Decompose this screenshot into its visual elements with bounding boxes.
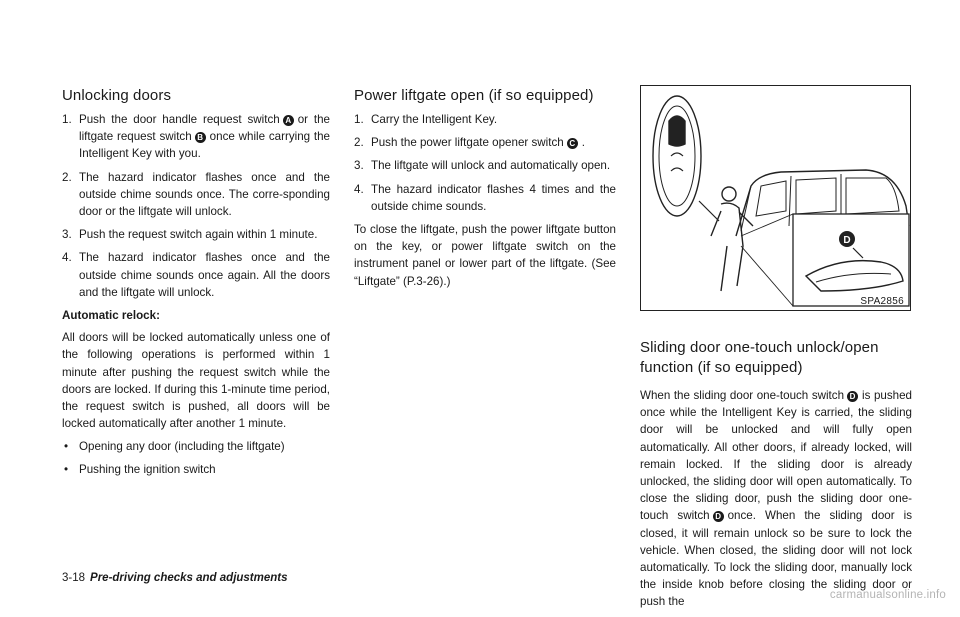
step-item bbox=[62, 169, 330, 221]
liftgate-close-paragraph: To close the liftgate, push the power liftgate button on the key, or power liftgate switch on the instrument panel or lower part of the liftgate. (See “Liftgate” (P.3-26).) bbox=[354, 223, 616, 288]
callout-badge-d: D bbox=[713, 511, 724, 522]
figure-code: SPA2856 bbox=[860, 296, 904, 307]
handle-detail-box bbox=[793, 214, 909, 306]
step-text: once while carrying the Intelligent Key with you. bbox=[79, 130, 331, 161]
paragraph-text: once. When the sliding door is closed, it will remain unlock so be sure to lock the vehicle. When closed, the sliding door will not lock automatically. To lock the sliding door, manually lock the inside knob before closing the sliding door or push the bbox=[640, 509, 912, 609]
bullet-item bbox=[62, 461, 330, 478]
step-item bbox=[354, 134, 616, 151]
step-number: 3. bbox=[62, 228, 72, 242]
step-text: The hazard indicator flashes once and the outside chime sounds once again. All the doors and the liftgate will unlock. bbox=[79, 251, 330, 299]
illustration-drawing bbox=[641, 86, 910, 310]
step-number: 2. bbox=[62, 170, 72, 184]
bullet-item bbox=[62, 438, 330, 455]
step-text: or the liftgate request switch bbox=[79, 113, 330, 144]
step-number: 4. bbox=[62, 251, 72, 265]
relock-bullet-list bbox=[62, 438, 330, 477]
person-head bbox=[722, 187, 736, 201]
person-body bbox=[711, 203, 753, 291]
step-text: The hazard indicator flashes 4 times and the outside chime sounds. bbox=[371, 182, 616, 213]
paragraph-text: is pushed once while the Intelligent Key is carried, the sliding door will be unlocked and will fully open automatically. All other doors, if already locked, will remain locked. If the sliding door is already unlocked, the sliding door will open automatically. To close the sliding door, push the sliding door one-touch switch bbox=[640, 389, 912, 523]
step-text: Carry the Intelligent Key. bbox=[371, 113, 498, 126]
callout-badge-a: A bbox=[283, 115, 294, 126]
callout-badge-d: D bbox=[847, 391, 858, 402]
sliding-door-section bbox=[640, 338, 912, 617]
step-number: 3. bbox=[354, 159, 364, 173]
step-number: 2. bbox=[354, 136, 364, 150]
bullet-text: Pushing the ignition switch bbox=[79, 462, 216, 476]
callout-badge-b: B bbox=[195, 132, 206, 143]
step-item bbox=[354, 181, 616, 215]
section-title: Pre-driving checks and adjustments bbox=[90, 572, 288, 584]
page-number: 3-18 bbox=[62, 572, 86, 584]
unlocking-steps-list bbox=[62, 111, 330, 301]
callout-badge-c: C bbox=[567, 138, 578, 149]
section-heading-unlocking-doors: Unlocking doors bbox=[62, 87, 172, 104]
step-number: 1. bbox=[354, 113, 364, 126]
automatic-relock-subheading: Automatic relock: bbox=[62, 309, 160, 323]
section-heading-sliding-door: Sliding door one-touch unlock/open function (if so equipped) bbox=[640, 339, 879, 376]
bullet-text: Opening any door (including the liftgate) bbox=[79, 440, 285, 454]
section-heading-power-liftgate: Power liftgate open (if so equipped) bbox=[354, 87, 594, 104]
step-number: 4. bbox=[354, 182, 364, 196]
key-fob-vehicle-icon bbox=[669, 116, 685, 146]
unlocking-doors-section bbox=[62, 86, 330, 483]
step-item bbox=[62, 249, 330, 301]
step-text: Push the door handle request switch bbox=[79, 113, 280, 126]
step-item bbox=[62, 111, 330, 163]
liftgate-steps-list bbox=[354, 111, 616, 215]
watermark-text: carmanualsonline.info bbox=[829, 589, 946, 601]
bullet-icon: • bbox=[64, 462, 69, 476]
paragraph-text: When the sliding door one-touch switch bbox=[640, 389, 845, 402]
step-text: Push the power liftgate opener switch bbox=[371, 136, 564, 150]
key-fob-outline bbox=[653, 96, 701, 216]
step-text: Push the request switch again within 1 minute. bbox=[79, 228, 318, 242]
step-item bbox=[354, 157, 616, 174]
step-text: The hazard indicator flashes once and the outside chime sounds once. The corre-sponding door or the liftgate will unlock. bbox=[79, 170, 330, 219]
step-item bbox=[354, 111, 616, 128]
page-footer bbox=[62, 572, 288, 584]
step-item bbox=[62, 226, 330, 243]
figure-label-d: D bbox=[843, 235, 851, 246]
bullet-icon: • bbox=[64, 440, 69, 454]
vehicle-illustration bbox=[640, 85, 911, 311]
power-liftgate-section bbox=[354, 86, 616, 296]
step-number: 1. bbox=[62, 113, 72, 126]
automatic-relock-paragraph: All doors will be locked automatically unless one of the following operations is performed within 1 minute after pushing the request switch while the doors are locked. If during this 1-minute time period, the request switch is pushed, all doors will be locked automatically after another 1 minute. bbox=[62, 331, 330, 431]
step-text: . bbox=[581, 136, 585, 150]
sliding-door-paragraph bbox=[640, 387, 912, 611]
step-text: The liftgate will unlock and automatically open. bbox=[371, 159, 611, 173]
